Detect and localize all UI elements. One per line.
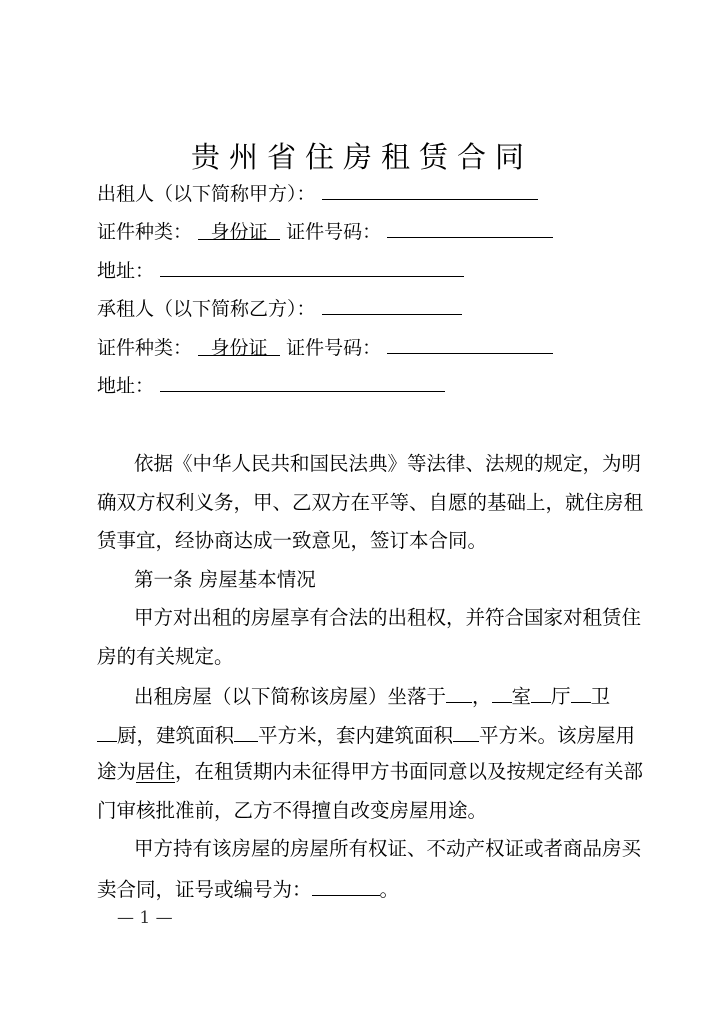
address-label: 地址：: [97, 375, 155, 397]
article1-p2-line3: [97, 760, 643, 784]
address-label: 地址：: [97, 260, 155, 282]
lessor-address-blank[interactable]: [160, 257, 464, 277]
intro-line-3: 赁事宜，经协商达成一致意见，签订本合同。: [97, 529, 488, 552]
lessee-name-blank[interactable]: [322, 295, 462, 315]
lessee-id-number-blank[interactable]: [387, 334, 553, 354]
bath-count-blank[interactable]: [571, 683, 591, 703]
intro-line-1: 依据《中华人民共和国民法典》等法律、法规的规定，为明: [134, 452, 642, 475]
lessee-id-line: [97, 334, 553, 360]
hall-label: 厅: [551, 685, 571, 708]
lessor-id-type-value: 身份证: [210, 221, 268, 243]
lessor-line: [97, 180, 538, 206]
usage-label: 平方米。该房屋用: [479, 724, 636, 747]
intro-line-2: 确双方权利义务，甲、乙双方在平等、自愿的基础上，就住房租: [97, 491, 644, 514]
lessor-id-number-blank[interactable]: [387, 218, 553, 238]
id-no-label: 证件号码：: [286, 337, 382, 359]
hall-count-blank[interactable]: [531, 683, 551, 703]
usage-value[interactable]: 居住: [136, 760, 176, 783]
lessor-id-type-field[interactable]: [198, 220, 280, 243]
article1-p3-line2: [97, 876, 399, 902]
id-type-label: 证件种类：: [97, 337, 193, 359]
location-label: 出租房屋（以下简称该房屋）坐落于: [134, 685, 447, 708]
certificate-number-label: 卖合同，证号或编号为：: [97, 878, 312, 901]
id-no-label: 证件号码：: [286, 221, 382, 243]
lessor-label: 出租人（以下简称甲方）：: [97, 183, 316, 205]
lessee-address-line: [97, 372, 445, 398]
lessee-id-type-field[interactable]: [198, 336, 280, 359]
bath-label: 卫: [590, 685, 611, 708]
room-count-blank[interactable]: [492, 683, 512, 703]
location-blank[interactable]: [446, 683, 472, 703]
id-type-label: 证件种类：: [97, 221, 193, 243]
kitchen-area-label: 厨，建筑面积: [117, 724, 235, 747]
area-blank[interactable]: [234, 722, 258, 742]
lessee-id-type-value: 身份证: [210, 337, 268, 359]
page-number: — 1 —: [117, 908, 173, 928]
lessor-address-line: [97, 257, 464, 283]
lessee-label: 承租人（以下简称乙方）：: [97, 298, 316, 320]
inner-area-label: 平方米，套内建筑面积: [258, 724, 454, 747]
comma: ，: [472, 685, 492, 708]
lessor-id-line: [97, 218, 553, 244]
article1-p3-line1: 甲方持有该房屋的房屋所有权证、不动产权证或者商品房买: [134, 837, 642, 860]
lessee-address-blank[interactable]: [160, 372, 445, 392]
period: 。: [379, 878, 400, 901]
lessor-name-blank[interactable]: [322, 180, 538, 200]
article1-p2-line2: [97, 722, 635, 748]
certificate-number-blank[interactable]: [312, 876, 380, 896]
usage-prefix: 途为: [97, 760, 137, 783]
room-label: 室: [511, 685, 532, 708]
inner-area-blank[interactable]: [453, 722, 479, 742]
article1-p1-line2: 房的有关规定。: [97, 645, 234, 668]
article1-p2-line1: [134, 683, 610, 709]
lessee-line: [97, 295, 462, 321]
article1-p2-line4: 门审核批准前，乙方不得擅自改变房屋用途。: [97, 799, 488, 822]
kitchen-count-blank[interactable]: [97, 722, 117, 742]
usage-suffix: ，在租赁期内未征得甲方书面同意以及按规定经有关部: [175, 760, 644, 783]
article1-heading: 第一条 房屋基本情况: [134, 568, 316, 591]
document-title: 贵州省住房租赁合同: [190, 140, 533, 174]
article1-p1-line1: 甲方对出租的房屋享有合法的出租权，并符合国家对租赁住: [134, 606, 642, 629]
